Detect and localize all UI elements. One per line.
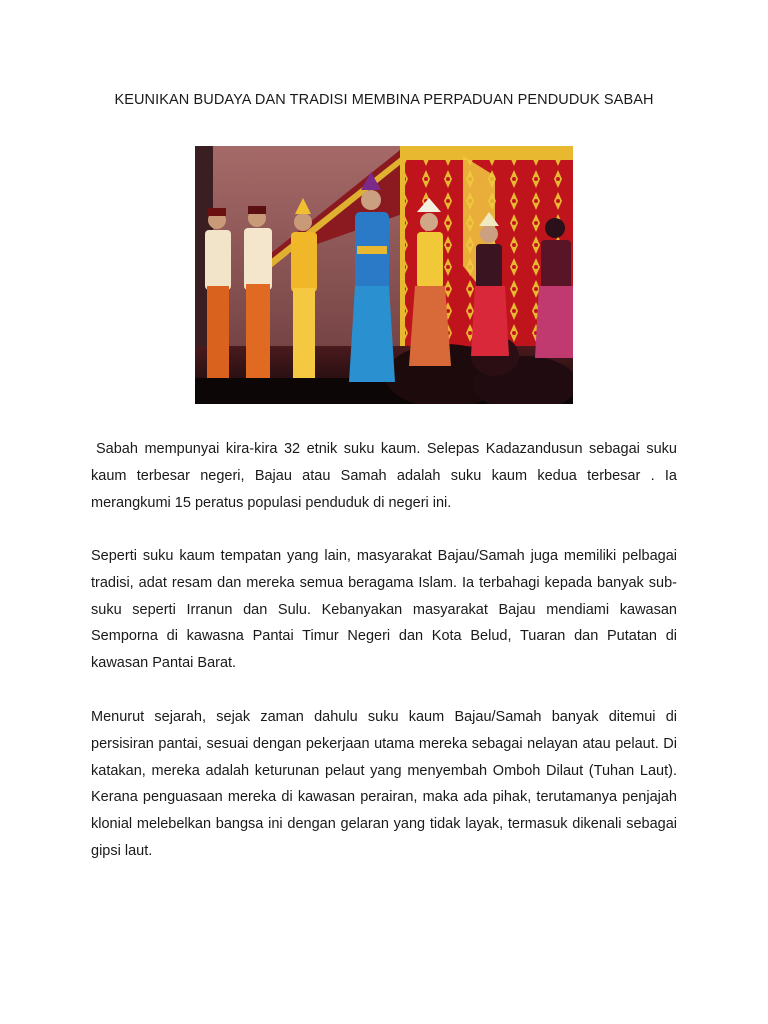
paragraph-1: Sabah mempunyai kira-kira 32 etnik suku kaum. Selepas Kadazandusun sebagai suku kaum terbesar negeri, Bajau atau Samah adalah suku kaum kedua terbesar . Ia merangkumi 15 peratus populasi penduduk di negeri ini. (91, 441, 677, 511)
paragraph-2: Seperti suku kaum tempatan yang lain, masyarakat Bajau/Samah juga memiliki pelbagai tradisi, adat resam dan mereka semua beragama Islam. Ia terbahagi kepada banyak sub-suku seperti Irranun dan Sulu. Kebanyakan masyarakat Bajau mendiami kawasan Semporna di kawasna Pantai Timur Negeri dan Kota Belud, Tuaran dan Putatan di kawasan Pantai Barat. (91, 548, 677, 672)
photo-illustration (195, 146, 573, 404)
traditional-costume-photo (195, 146, 573, 404)
paragraph-3: Menurut sejarah, sejak zaman dahulu suku kaum Bajau/Samah banyak ditemui di persisiran pantai, sesuai dengan pekerjaan utama mereka sebagai nelayan atau pelaut. Di katakan, mereka adalah keturunan pelaut yang menyembah Omboh Dilaut (Tuhan Laut). Kerana penguasaan mereka di kawasan perairan, maka ada pihak, terutamanya penjajah klonial melebelkan bangsa ini dengan gelaran yang tidak layak, termasuk dikenali sebagai gipsi laut. (91, 709, 677, 859)
document-title: KEUNIKAN BUDAYA DAN TRADISI MEMBINA PERPADUAN PENDUDUK SABAH (114, 92, 654, 108)
